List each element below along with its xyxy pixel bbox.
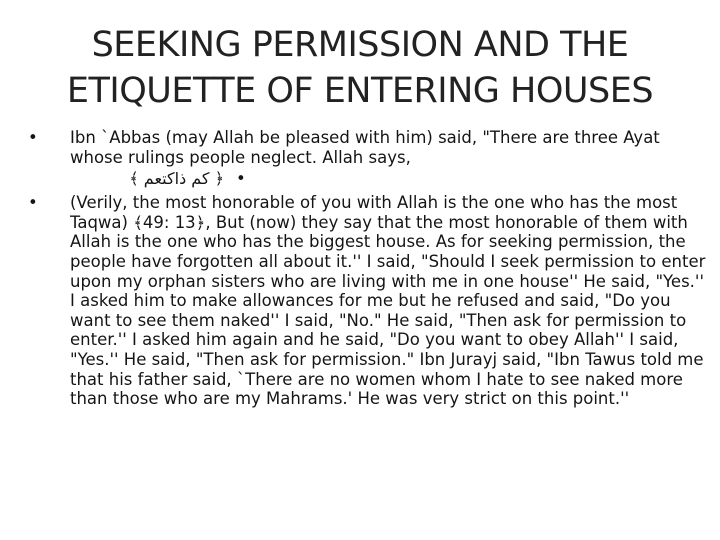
slide-title-line-2: ETIQUETTE OF ENTERING HOUSES <box>66 71 654 111</box>
bullet-marker: • <box>28 193 38 213</box>
bullet-text-1: Ibn `Abbas (may Allah be pleased with him) said, "There are three Ayat whose rulings people neglect. Allah says, <box>70 128 660 167</box>
bullet-item-2 <box>28 193 710 409</box>
slide-body <box>28 128 710 409</box>
bullet-text-2: (Verily, the most honorable of you with Allah is the one who has the most Taqwa) ﴾49: 13﴿, But (now) they say that the most honorable of them with Allah is the one who has the biggest house. As for seeking permission, the people have forgotten all about it.'' I said, "Should I seek permission to enter upon my orphan sisters who are living with me in one house'' He said, "Yes.'' I asked him to make allowances for me but he refused and said, "Do you want to see them naked'' I said, "No." He said, "Then ask for permission to enter.'' I asked him again and he said, "Do you want to obey Allah'' I said, "Yes.'' He said, "Then ask for permission." Ibn Jurayj said, "Ibn Tawus told me that his father said, `There are no women whom I hate to see naked more than those who are my Mahrams.' He was very strict on this point.'' <box>70 193 706 409</box>
bullet-marker: • <box>236 169 246 189</box>
arabic-verse-line <box>28 169 710 191</box>
bullet-marker: • <box>28 128 38 147</box>
slide-title <box>40 22 680 114</box>
arabic-verse: ﴿ كم ذاكتعم ﴾ <box>129 169 224 189</box>
bullet-item-1 <box>28 128 710 167</box>
slide-title-line-1: SEEKING PERMISSION AND THE <box>91 25 629 65</box>
